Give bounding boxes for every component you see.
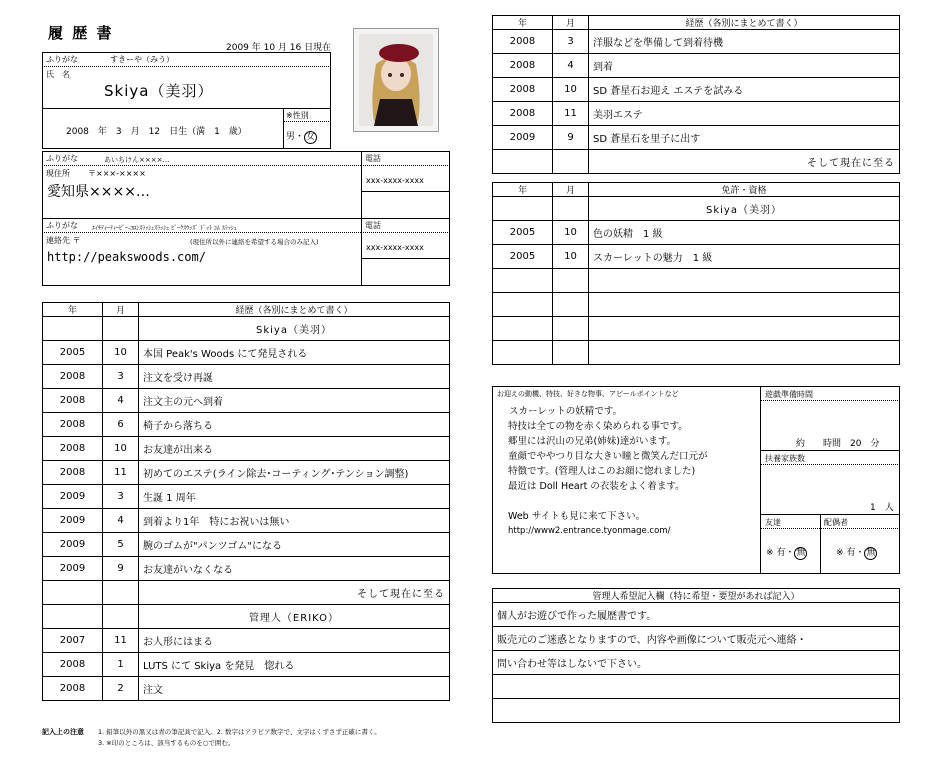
col-license: 免許・資格: [589, 183, 900, 197]
current-date: 2009 年 10 月 16 日現在: [226, 43, 332, 53]
row-text: 洋服などを準備して到着待機: [589, 30, 900, 54]
footer-note-line1: 1. 鉛筆以外の黒又は青の筆記具で記入。2. 数字はアラビア数字で、文字はくずさず正確に書く。: [98, 728, 381, 736]
table-row: [493, 30, 900, 54]
name-value: Skiya（美羽）: [104, 82, 214, 100]
row-month: 3: [553, 30, 589, 54]
contact-value: http://peakswoods.com/: [47, 250, 206, 264]
appeal-line: [508, 494, 708, 509]
row-month: [553, 150, 589, 174]
row-year: 2007: [43, 629, 103, 653]
row-text: [589, 341, 900, 365]
contact-note: (現住所以外に連絡を希望する場合のみ記入): [190, 238, 319, 246]
row-month: 9: [553, 126, 589, 150]
table-row: [493, 675, 900, 699]
table-row: [493, 651, 900, 675]
table-row: [493, 245, 900, 269]
appeal-text: [508, 404, 708, 539]
row-text: そして現在に至る: [589, 150, 900, 174]
history-table-right: [492, 15, 900, 174]
row-text: [589, 269, 900, 293]
table-row: [493, 54, 900, 78]
address-phone-value: xxx-xxxx-xxxx: [366, 176, 424, 185]
row-text: お友達がいなくなる: [139, 557, 450, 581]
table-row: [493, 269, 900, 293]
row-month: 2: [103, 677, 139, 701]
friends-no-circled: 無: [796, 548, 806, 558]
row-text: 本国 Peak's Woods にて発見される: [139, 341, 450, 365]
row-month: 3: [103, 485, 139, 509]
row-month: 11: [553, 102, 589, 126]
gender-label: ※性別: [286, 111, 309, 120]
row-text: Skiya（美羽）: [589, 197, 900, 221]
table-row: [43, 341, 450, 365]
row-text: SD 蒼星石お迎え エステを試みる: [589, 78, 900, 102]
row-text: お人形にはまる: [139, 629, 450, 653]
row-year: 2008: [493, 102, 553, 126]
row-text: 美羽エステ: [589, 102, 900, 126]
contact-phone-label: 電話: [365, 221, 381, 230]
row-month: 10: [553, 221, 589, 245]
row-text: 生誕 1 周年: [139, 485, 450, 509]
row-month: [553, 269, 589, 293]
name-label: 氏 名: [46, 70, 70, 79]
row-year: 2008: [493, 54, 553, 78]
row-year: 2008: [43, 413, 103, 437]
row-text: 到着: [589, 54, 900, 78]
row-text: 注文: [139, 677, 450, 701]
table-row: [43, 677, 450, 701]
appeal-line: 最近は Doll Heart の衣装をよく着ます。: [508, 481, 685, 492]
col-year: 年: [43, 303, 103, 317]
family-value: 1 人: [870, 503, 894, 513]
row-year: 2008: [43, 365, 103, 389]
furigana-value: すきーや（みう）: [110, 55, 174, 64]
table-row: [43, 653, 450, 677]
footer-note-label: 記入上の注意: [42, 728, 84, 736]
table-row: [43, 605, 450, 629]
contact-phone-value: xxx-xxxx-xxxx: [366, 243, 424, 252]
row-month: [553, 317, 589, 341]
table-row: [493, 126, 900, 150]
spouse-yes: ※ 有・: [836, 548, 865, 558]
table-row: [493, 627, 900, 651]
table-row: [493, 317, 900, 341]
row-year: 2009: [43, 557, 103, 581]
gender-male: 男・: [286, 132, 305, 142]
row-year: [493, 269, 553, 293]
friends-yes: ※ 有・: [766, 548, 795, 558]
gender-value: [286, 129, 317, 144]
appeal-line: 特技は全ての物を赤く染められる事です。: [508, 421, 688, 432]
row-text: [589, 293, 900, 317]
row-text: LUTS にて Skiya を発見 惚れる: [139, 653, 450, 677]
table-row: [493, 150, 900, 174]
table-row: [43, 365, 450, 389]
row-text: お友達が出来る: [139, 437, 450, 461]
row-year: 2008: [43, 653, 103, 677]
table-row: [43, 533, 450, 557]
appeal-line: 郷里には沢山の兄弟(姉妹)達がいます。: [508, 436, 677, 447]
contact-furigana-label: ふりがな: [46, 221, 78, 230]
row-year: 2009: [43, 509, 103, 533]
col-history: 経歴（各別にまとめて書く）: [589, 16, 900, 30]
prep-time-label: 遊戯準備時間: [765, 390, 813, 399]
row-month: [103, 605, 139, 629]
family-label: 扶養家族数: [765, 454, 805, 463]
row-month: 10: [553, 245, 589, 269]
row-year: [43, 605, 103, 629]
row-text: 初めてのエステ(ライン除去･コーティング･テンション調整): [139, 461, 450, 485]
row-text: 注文主の元へ到着: [139, 389, 450, 413]
row-year: 2008: [43, 677, 103, 701]
row-year: 2008: [43, 461, 103, 485]
friends-label: 友達: [765, 518, 781, 527]
row-year: [493, 150, 553, 174]
prep-time-value: 約 時間 20 分: [796, 439, 880, 449]
appeal-line: スカーレットの妖精です。: [509, 406, 622, 417]
table-row: [493, 78, 900, 102]
admin-line: 個人がお遊びで作った履歴書です。: [493, 603, 900, 627]
admin-line: [493, 699, 900, 723]
col-year: 年: [493, 16, 553, 30]
row-text: 到着より1年 特にお祝いは無い: [139, 509, 450, 533]
page-title: 履 歴 書: [48, 24, 114, 42]
row-month: 10: [103, 341, 139, 365]
col-month: 月: [553, 183, 589, 197]
address-phone-label: 電話: [365, 154, 381, 163]
admin-line: [493, 675, 900, 699]
furigana-label: ふりがな: [46, 55, 78, 64]
row-text: 管理人（ERIKO）: [139, 605, 450, 629]
address-furigana-label: ふりがな: [46, 154, 78, 163]
table-row: [43, 437, 450, 461]
spouse-value: [836, 545, 877, 560]
address-postal: 〒×××-××××: [88, 169, 146, 178]
row-year: 2009: [43, 485, 103, 509]
row-text: SD 蒼星石を里子に出す: [589, 126, 900, 150]
appeal-line: 童顔でややつり目な大きい瞳と微笑んだ口元が: [508, 451, 708, 462]
address-furigana-value: あいちけん××××…: [104, 156, 170, 164]
table-row: [493, 341, 900, 365]
table-row: [493, 197, 900, 221]
admin-header: 管理人希望記入欄（特に希望・要望があれば記入）: [493, 589, 900, 603]
row-month: [553, 293, 589, 317]
doll-photo: [354, 29, 438, 131]
table-row: [493, 293, 900, 317]
row-month: 4: [553, 54, 589, 78]
appeal-header: お迎えの動機、特技、好きな物事、アピールポイントなど: [497, 390, 679, 398]
row-text: 椅子から落ちる: [139, 413, 450, 437]
admin-line: 販売元のご迷惑となりますので、内容や画像について販売元へ連絡・: [493, 627, 900, 651]
row-year: 2008: [43, 389, 103, 413]
row-year: [493, 197, 553, 221]
footer-note-line2: 3. ※印のところは、該当するものを○で囲む。: [98, 739, 235, 747]
row-text: Skiya（美羽）: [139, 317, 450, 341]
row-text: スカーレットの魅力 1 級: [589, 245, 900, 269]
address-value: 愛知県××××…: [47, 184, 150, 200]
row-year: [493, 341, 553, 365]
row-year: 2005: [43, 341, 103, 365]
row-year: 2005: [493, 245, 553, 269]
address-label: 現住所: [46, 169, 70, 178]
table-row: [493, 102, 900, 126]
table-row: [43, 389, 450, 413]
row-text: 色の妖精 1 級: [589, 221, 900, 245]
contact-furigana-value: ｴｲﾁﾃｨｰﾃｨｰﾋﾟｰ-ｺﾛﾝｽﾗｯｼｭｽﾗｯｼｭ ﾋﾟｰｸｽｳｯｽﾞ ﾄﾞｯﾄ ｺﾑ ｽﾗｯｼｭ: [92, 225, 237, 232]
row-year: 2009: [43, 533, 103, 557]
table-row: [43, 485, 450, 509]
admin-table: [492, 588, 900, 723]
row-month: [553, 197, 589, 221]
row-month: 9: [103, 557, 139, 581]
row-month: 3: [103, 365, 139, 389]
birth-date: 2008 年 3 月 12 日生（満 1 歳）: [66, 127, 247, 137]
row-year: 2008: [493, 30, 553, 54]
col-month: 月: [553, 16, 589, 30]
row-year: [43, 581, 103, 605]
table-row: [493, 221, 900, 245]
table-row: [43, 413, 450, 437]
licenses-table: [492, 182, 900, 365]
admin-line: 問い合わせ等はしないで下さい。: [493, 651, 900, 675]
table-row: [43, 557, 450, 581]
col-year: 年: [493, 183, 553, 197]
table-row: [493, 603, 900, 627]
friends-value: [766, 545, 807, 560]
col-history: 経歴（各別にまとめて書く）: [139, 303, 450, 317]
row-month: 11: [103, 629, 139, 653]
row-year: 2008: [493, 78, 553, 102]
row-year: 2008: [43, 437, 103, 461]
table-row: [43, 461, 450, 485]
row-month: 4: [103, 509, 139, 533]
row-month: 11: [103, 461, 139, 485]
history-table-left: [42, 302, 450, 701]
appeal-line: http://www2.entrance.tyonmage.com/: [508, 526, 671, 536]
row-month: 10: [103, 437, 139, 461]
row-text: 注文を受け再誕: [139, 365, 450, 389]
row-month: 5: [103, 533, 139, 557]
table-row: [43, 509, 450, 533]
row-month: 4: [103, 389, 139, 413]
gender-female-circled: 女: [306, 132, 316, 142]
row-year: [493, 293, 553, 317]
row-year: [43, 317, 103, 341]
table-row: [43, 317, 450, 341]
row-year: 2005: [493, 221, 553, 245]
appeal-line: Web サイトも見に来て下さい。: [508, 511, 646, 522]
row-text: そして現在に至る: [139, 581, 450, 605]
appeal-line: 特徴です。(管理人はこのお顔に惚れました): [508, 466, 696, 477]
row-month: 1: [103, 653, 139, 677]
row-month: [103, 317, 139, 341]
row-month: 10: [553, 78, 589, 102]
row-text: [589, 317, 900, 341]
table-row: [493, 699, 900, 723]
table-row: [43, 629, 450, 653]
row-text: 腕のゴムが"パンツゴム"になる: [139, 533, 450, 557]
table-row: [43, 581, 450, 605]
spouse-no-circled: 無: [866, 548, 876, 558]
row-year: 2009: [493, 126, 553, 150]
spouse-label: 配偶者: [824, 518, 848, 527]
row-year: [493, 317, 553, 341]
row-month: [103, 581, 139, 605]
row-month: 6: [103, 413, 139, 437]
contact-label: 連絡先 〒: [46, 236, 81, 245]
col-month: 月: [103, 303, 139, 317]
row-month: [553, 341, 589, 365]
photo-frame: [353, 28, 439, 132]
